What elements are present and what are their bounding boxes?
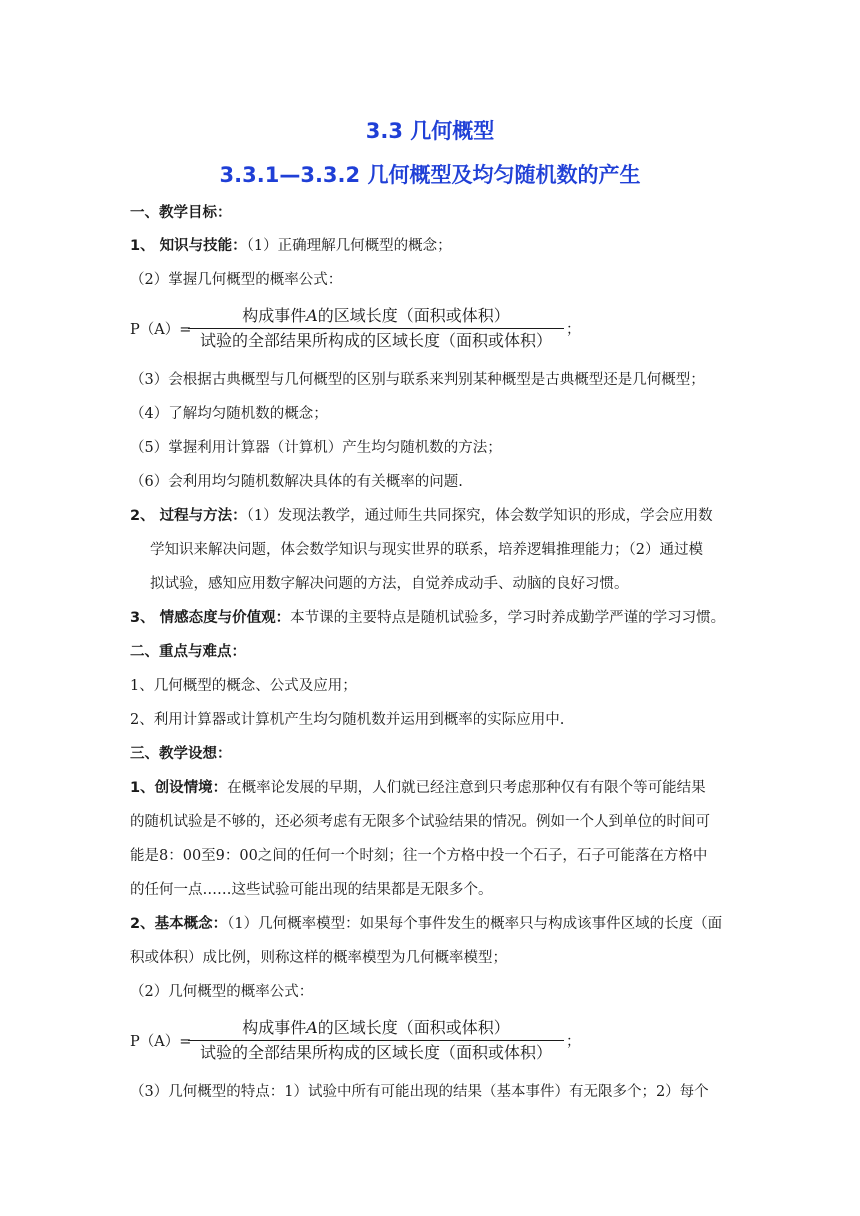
goal3-label: 3、 情感态度与价值观： — [130, 610, 291, 626]
concept-item-2: （2）几何概型的概率公式： — [130, 984, 314, 1000]
goal1-line — [130, 236, 740, 256]
goal1-item-2: （2）掌握几何概型的概率公式： — [130, 272, 343, 288]
formula-numerator: 构成事件A的区域长度（面积或体积） — [242, 306, 510, 325]
concept-label: 2、基本概念： — [130, 916, 228, 932]
formula2-numerator: 构成事件A的区域长度（面积或体积） — [242, 1018, 510, 1037]
scene-line-1: 1、创设情境：在概率论发展的早期，人们就已经注意到只考虑那种仅有有限个等可能结果 — [130, 780, 706, 796]
concept-line-2: 积或体积）成比例，则称这样的概率模型为几何概率模型； — [130, 950, 507, 966]
goal1-item-3: （3）会根据古典概型与几何概型的区别与联系来判别某种概型是古典概型还是几何概型； — [130, 372, 705, 388]
goal1-item-6: （6）会利用均匀随机数解决具体的有关概率的问题. — [130, 474, 463, 490]
formula-fraction — [188, 305, 564, 352]
goal1-label: 1、 知识与技能： — [130, 238, 247, 254]
formula-lhs: P（A）= — [130, 322, 192, 338]
formula-end: ； — [566, 322, 581, 338]
probability-formula — [130, 305, 610, 351]
probability-formula-2 — [130, 1017, 610, 1063]
page-title: 3.3 几何概型 — [365, 119, 495, 143]
formula-denominator: 试验的全部结果所构成的区域长度（面积或体积） — [199, 331, 552, 350]
formula2-denominator: 试验的全部结果所构成的区域长度（面积或体积） — [199, 1043, 552, 1062]
section-heading-key-points: 二、重点与难点： — [130, 644, 246, 660]
section-heading-design: 三、教学设想： — [130, 746, 232, 762]
scene-line-4: 的任何一点……这些试验可能出现的结果都是无限多个。 — [130, 882, 493, 898]
goal1-item-4: （4）了解均匀随机数的概念； — [130, 406, 328, 422]
scene-line-2: 的随机试验是不够的，还必须考虑有无限多个试验结果的情况。例如一个人到单位的时间可 — [130, 814, 710, 830]
goal2-line-3: 拟试验，感知应用数字解决问题的方法，自觉养成动手、动脑的良好习惯。 — [150, 576, 629, 592]
fraction-bar-2 — [188, 1040, 564, 1041]
section-heading-goals: 一、教学目标： — [130, 205, 232, 221]
key-point-2: 2、利用计算器或计算机产生均匀随机数并运用到概率的实际应用中. — [130, 712, 565, 728]
goal1-text: （1）正确理解几何概型的概念； — [246, 238, 452, 254]
goal2-line-2: 学知识来解决问题，体会数学知识与现实世界的联系，培养逻辑推理能力；（2）通过模 — [150, 542, 703, 558]
formula2-fraction — [188, 1017, 564, 1064]
goal2-label: 2、 过程与方法： — [130, 508, 247, 524]
key-point-1: 1、几何概型的概念、公式及应用； — [130, 678, 357, 694]
fraction-bar — [188, 328, 564, 329]
concept-line-1: 2、基本概念：（1）几何概率模型：如果每个事件发生的概率只与构成该事件区域的长度（面 — [130, 916, 723, 932]
scene-label: 1、创设情境： — [130, 780, 228, 796]
goal2-line-1: 2、 过程与方法：（1）发现法教学，通过师生共同探究，体会数学知识的形成，学会应用数 — [130, 508, 713, 524]
formula2-lhs: P（A）= — [130, 1034, 192, 1050]
formula2-end: ； — [566, 1034, 581, 1050]
goal1-item-5: （5）掌握利用计算器（计算机）产生均匀随机数的方法； — [130, 440, 502, 456]
scene-line-3: 能是8：00至9：00之间的任何一个时刻；往一个方格中投一个石子，石子可能落在方格中 — [130, 848, 708, 864]
concept-item-3: （3）几何概型的特点：1）试验中所有可能出现的结果（基本事件）有无限多个；2）每个 — [130, 1084, 709, 1100]
page-subtitle: 3.3.1—3.3.2 几何概型及均匀随机数的产生 — [219, 163, 641, 187]
goal3-line: 3、 情感态度与价值观：本节课的主要特点是随机试验多，学习时养成勤学严谨的学习习惯。 — [130, 610, 726, 626]
